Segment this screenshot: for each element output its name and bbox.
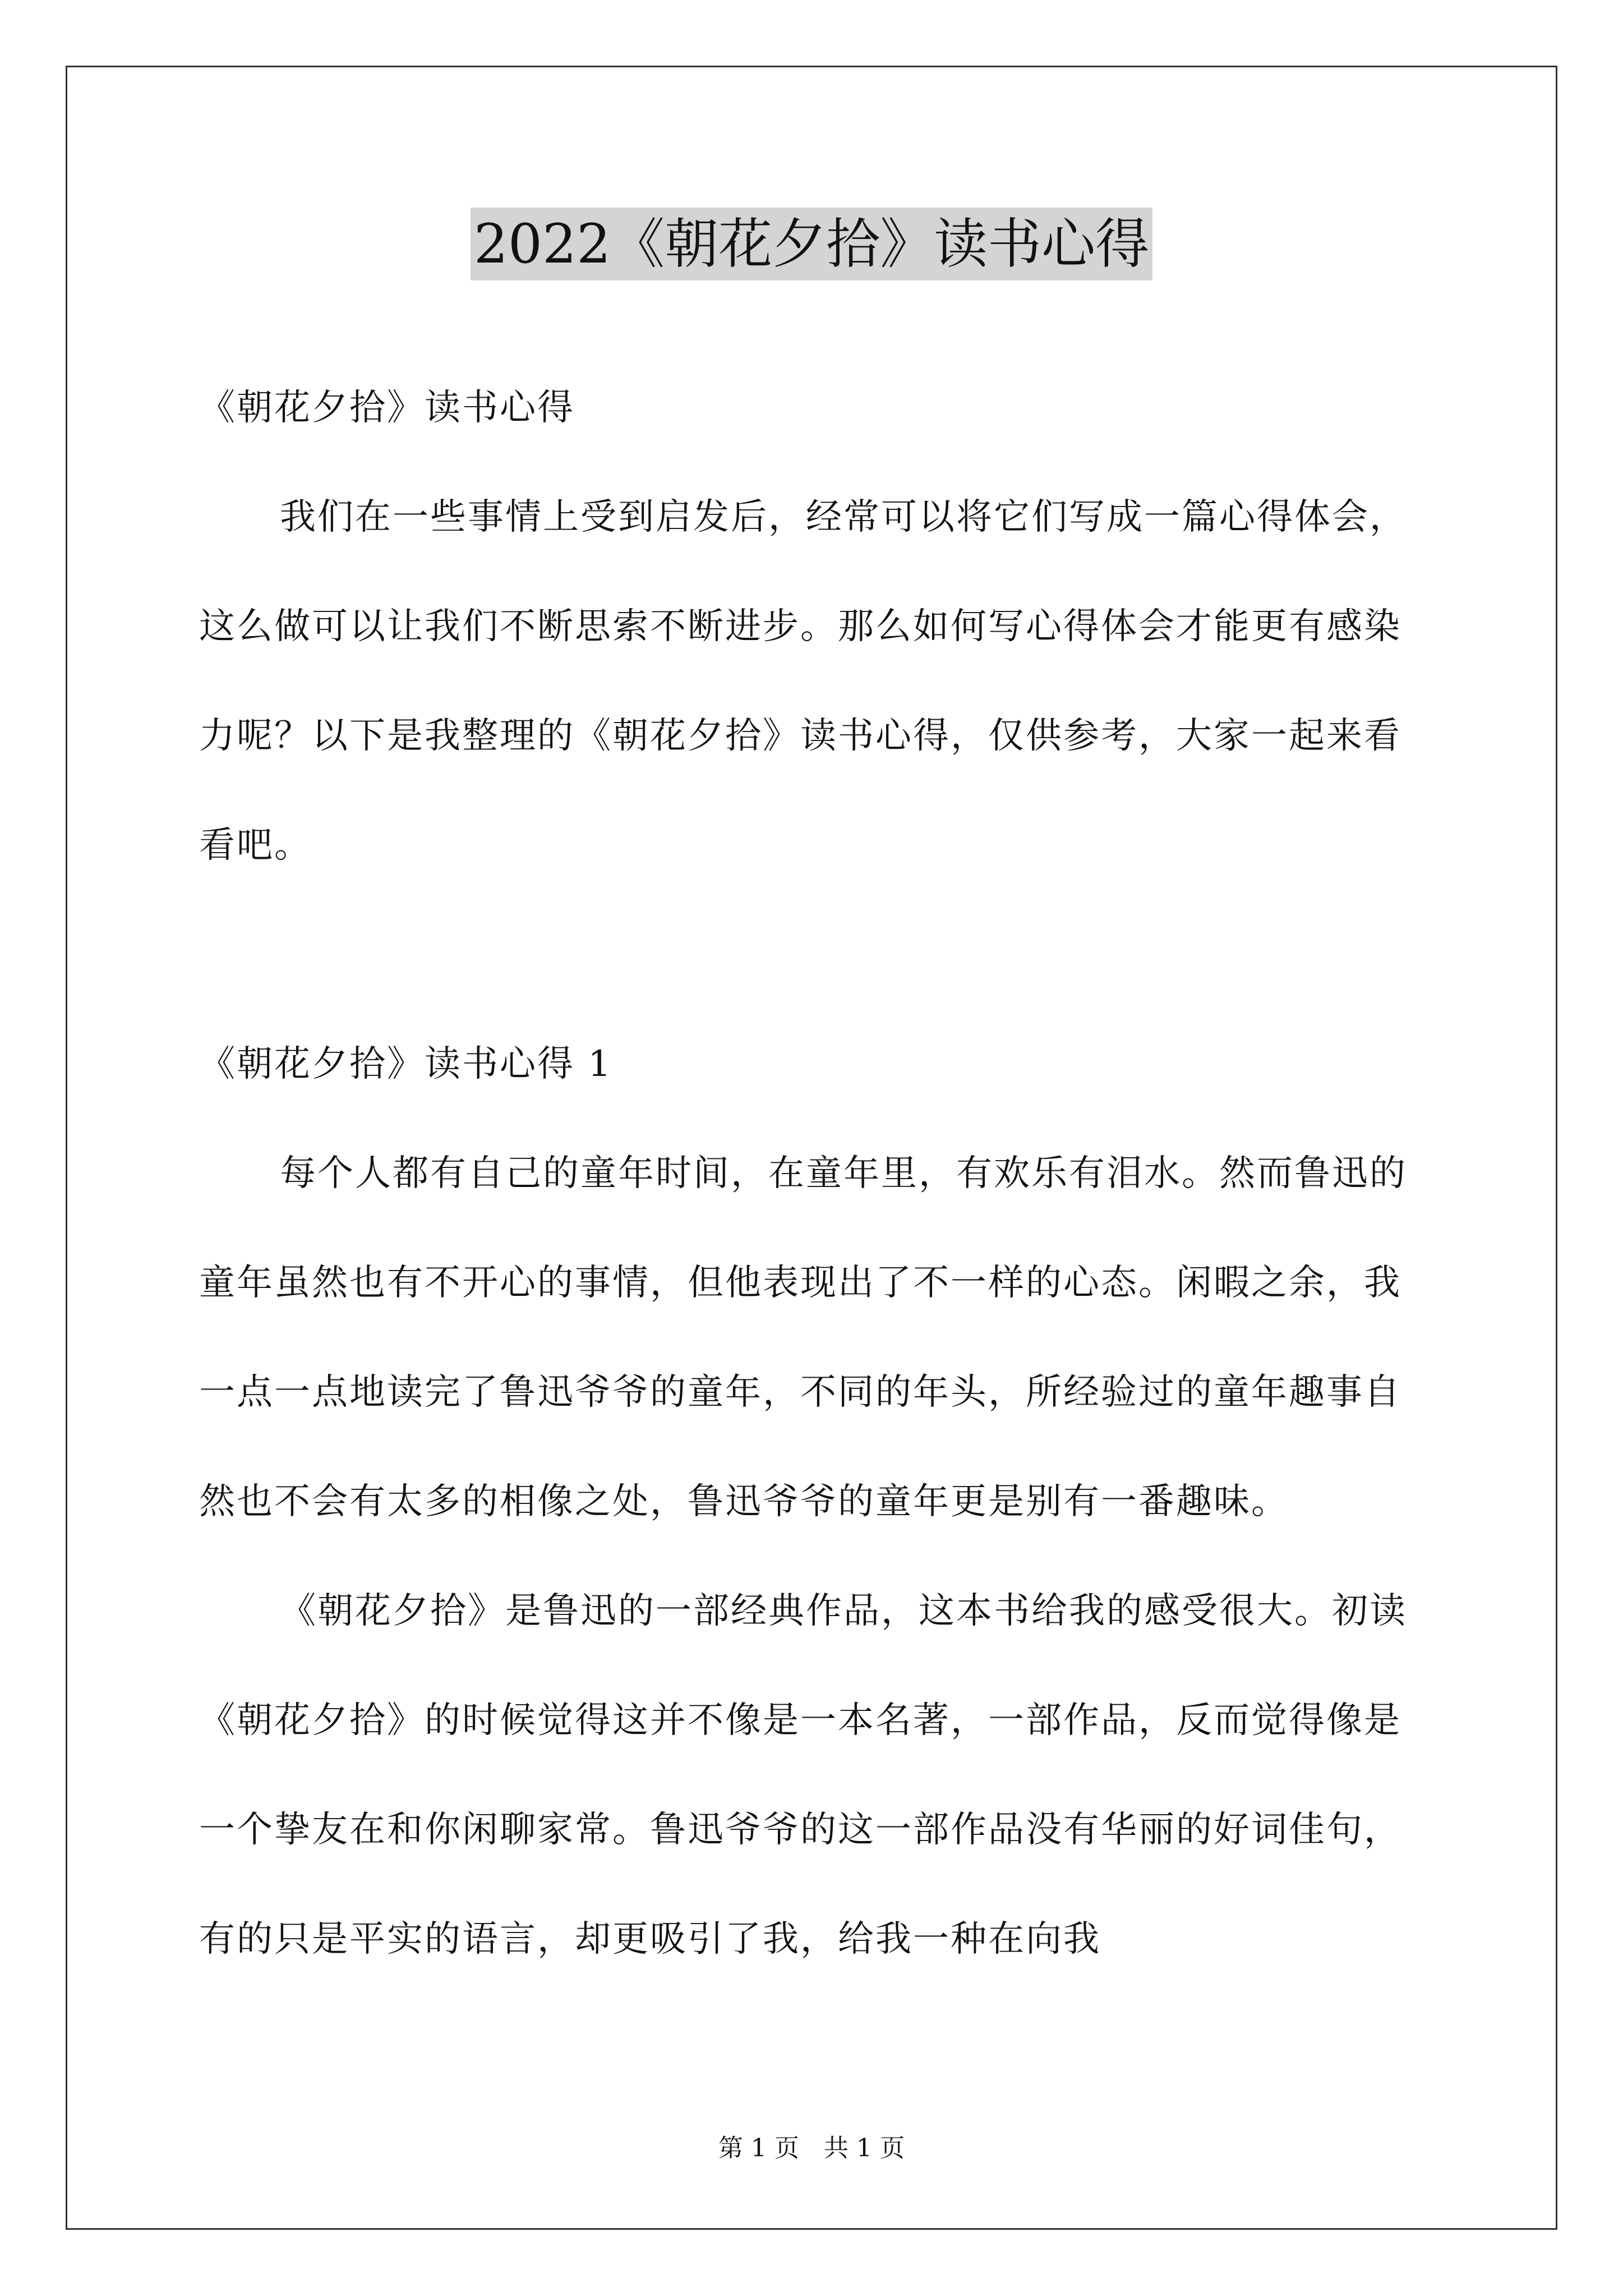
page-footer: 第 1 页 共 1 页 xyxy=(718,2134,905,2162)
section-heading: 《朝花夕拾》读书心得 1 xyxy=(199,1043,613,1085)
section-gap xyxy=(199,900,1433,1010)
document-title: 2022《朝花夕拾》读书心得 xyxy=(471,208,1152,280)
title-container xyxy=(0,208,1623,280)
body-paragraph: 每个人都有自己的童年时间，在童年里，有欢乐有泪水。然而鲁迅的童年虽然也有不开心的事情，但他表现出了不一样的心态。闲暇之余，我一点一点地读完了鲁迅爷爷的童年，不同的年头，所经验过的童年趣事自然也不会有太多的相像之处，鲁迅爷爷的童年更是别有一番趣味。 xyxy=(199,1153,1407,1522)
document-body xyxy=(199,353,1433,1994)
body-paragraph: 《朝花夕拾》是鲁迅的一部经典作品，这本书给我的感受很大。初读《朝花夕拾》的时候觉得这并不像是一本名著，一部作品，反而觉得像是一个挚友在和你闲聊家常。鲁迅爷爷的这一部作品没有华丽的好词佳句，有的只是平实的语言，却更吸引了我，给我一种在向我 xyxy=(199,1590,1407,1960)
document-subtitle: 《朝花夕拾》读书心得 xyxy=(199,387,575,429)
intro-paragraph: 我们在一些事情上受到启发后，经常可以将它们写成一篇心得体会，这么做可以让我们不断思索不断进步。那么如何写心得体会才能更有感染力呢？以下是我整理的《朝花夕拾》读书心得，仅供参考，大家一起来看看吧。 xyxy=(199,496,1407,866)
